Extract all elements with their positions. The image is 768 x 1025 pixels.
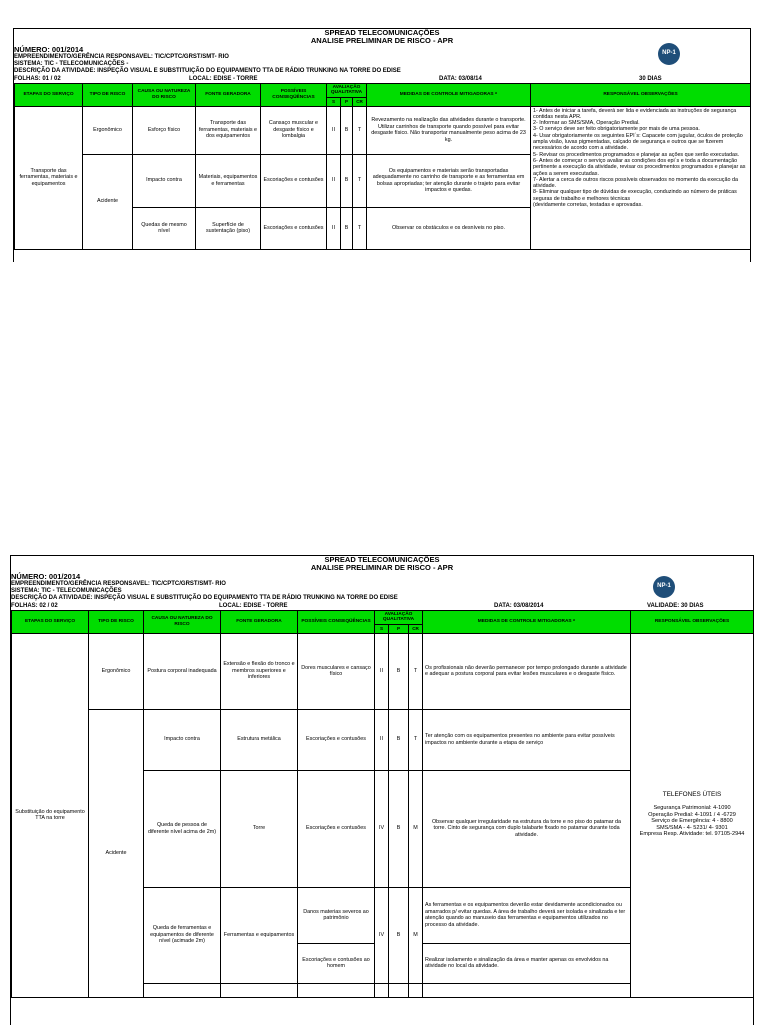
observacao-item: 5- Revisar os procedimentos programados e planejar as ações que serão executadas.: [533, 151, 740, 158]
col-p: P: [341, 98, 353, 107]
col-responsavel: RESPONSÁVEL OBSERVAÇÕES: [531, 83, 751, 106]
medidas-cell: Os profissionais não deverão permanecer por tempo prolongado durante a atividade e adequar a postura corporal para evitar lesões musculares e o desgaste físico.: [423, 633, 631, 709]
fonte-cell: Ferramentas e equipamentos: [221, 887, 298, 983]
col-avaliacao: AVALIAÇÃO QUALITATIVA: [375, 610, 423, 624]
col-etapas: ETAPAS DO SERVIÇO: [15, 83, 83, 106]
observacoes-cell: [531, 106, 751, 249]
sheet2-doc-title: ANALISE PRELIMINAR DE RISCO - APR: [310, 563, 454, 572]
causa-cell: Impacto contra: [144, 709, 221, 770]
medidas-cell: Revezamento na realização das atividades durante o transporte. Utilizar carrinhos de transporte quando possível para evitar desgaste físico. Não transportar manualmente peso acima de 23 kg.: [367, 106, 531, 154]
observacao-item: 3- O serviço deve ser feito obrigatoriamente por mais de uma pessoa.: [533, 126, 700, 133]
sheet1-header: [14, 29, 750, 83]
col-cr: CR: [353, 98, 367, 107]
p-cell: B: [341, 106, 353, 154]
sheet1-empreendimento: EMPREENDIMENTO/GERÊNCIA RESPONSAVEL: TIC/CPTC/GRST/SMT- RIO: [14, 54, 229, 60]
sheet1-descricao: DESCRIÇÃO DA ATIVIDADE: INSPEÇÃO VISUAL E SUBSTITUIÇÃO DO EQUIPAMENTO TTA DE RÁDIO TRUNKING NA TORRE DO EDISE: [14, 68, 401, 75]
causa-cell: Impacto contra: [133, 154, 196, 207]
consequencias-cell: Escoriações e contusões: [298, 709, 375, 770]
table-row: [15, 106, 751, 154]
sheet2-header: [11, 556, 753, 610]
cr-cell: M: [409, 887, 423, 983]
col-consequencias: POSSÍVEIS CONSEQÜÊNCIAS: [298, 610, 375, 633]
cr-cell: T: [409, 633, 423, 709]
np1-logo-icon: NP-1: [658, 43, 680, 65]
sheet2-company: SPREAD TELECOMUNICAÇÕES: [324, 555, 440, 564]
observacao-item: 7- Alertar a cerca de outros riscos possíveis observados no momento da execução da atividade.: [533, 176, 738, 190]
col-p: P: [389, 625, 409, 634]
telefone-item: Segurança Patrimonial: 4-1090: [653, 804, 731, 811]
fonte-cell: Torre: [221, 770, 298, 887]
cr-cell: T: [353, 154, 367, 207]
col-medidas: MEDIDAS DE CONTROLE MITIGADORAS ⁸: [423, 610, 631, 633]
sheet1-company: SPREAD TELECOMUNICAÇÕES: [324, 28, 440, 37]
etapa-cell: Substituição do equipamento TTA na torre: [12, 633, 89, 997]
s-cell: II: [327, 207, 341, 249]
table-row: [12, 633, 754, 709]
medidas-cell: Observar os obstáculos e os desníveis no piso.: [367, 207, 531, 249]
medidas-cell: Realizar isolamento e sinalização da área e manter apenas os envolvidos na atividade no local da atividade.: [423, 943, 631, 983]
fonte-cell: Materiais, equipamentos e ferramentas: [196, 154, 261, 207]
consequencias-cell: Dores musculares e cansaço físico: [298, 633, 375, 709]
col-avaliacao: AVALIAÇÃO QUALITATIVA: [327, 83, 367, 97]
sheet1-folhas: FOLHAS: 01 / 02: [14, 75, 61, 82]
tipo-cell: Acidente: [83, 154, 133, 249]
p-cell: B: [341, 154, 353, 207]
telefones-box: [633, 792, 751, 838]
observacao-item: 4- Usar obrigatoriamente os seguintes EPI´s: Capacete com jugular, óculos de proteção ampla visão, luvas pigmentadas, calçado de segurança e outros que se fizerem necessários de acordo com a atividade.: [533, 132, 743, 152]
causa-cell: Queda de ferramentas e equipamentos de diferente nível (acimade 2m): [144, 887, 221, 983]
medidas-cell: Ter atenção com os equipamentos presentes no ambiente para evitar possíveis impactos no ambiente durante a etapa de serviço: [423, 709, 631, 770]
col-s: S: [375, 625, 389, 634]
telefone-item: Serviço de Emergência: 4 - 8800: [651, 818, 733, 825]
sheet2-empreendimento: EMPREENDIMENTO/GERÊNCIA RESPONSAVEL: TIC/CPTC/GRST/SMT- RIO: [11, 581, 226, 587]
causa-cell: Postura corporal inadequada: [144, 633, 221, 709]
p-cell: B: [341, 207, 353, 249]
sheet1-validade: 30 DIAS: [639, 75, 662, 82]
sheet1-data: DATA: 03/08/14: [439, 75, 482, 82]
consequencias-cell: Escoriações e contusões: [298, 770, 375, 887]
sheet1-numero: NÚMERO: 001/2014: [14, 45, 84, 54]
sheet2-folhas: FOLHAS: 02 / 02: [11, 602, 58, 609]
sheet2-local: LOCAL: EDISE - TORRE: [219, 602, 288, 609]
p-cell: B: [389, 770, 409, 887]
medidas-cell: Observar qualquer irregularidade na estrutura da torre e no piso do patamar da torre. Cinto de segurança com duplo talabarte fixado no patamar durante toda atividade.: [423, 770, 631, 887]
tipo-cell: Ergonômico: [83, 106, 133, 154]
sheet1-local: LOCAL: EDISE - TORRE: [189, 75, 258, 82]
observacoes-list: [533, 108, 748, 209]
p-cell: B: [389, 709, 409, 770]
medidas-cell: As ferramentas e os equipamentos deverão estar devidamente acondicionados ou amarrados p/ evitar quedas. A área de trabalho deverá ser isolada e sinalizada e ter atenção quando ao manuseio das ferramentas e equipamentos utilizados no processo da atividade.: [423, 887, 631, 943]
sheet1-risk-table: [14, 83, 751, 250]
col-medidas: MEDIDAS DE CONTROLE MITIGADORAS ⁸: [367, 83, 531, 106]
sheet1-doc-title: ANALISE PRELIMINAR DE RISCO - APR: [310, 36, 454, 45]
cr-cell: M: [409, 770, 423, 887]
sheet2-descricao: DESCRIÇÃO DA ATIVIDADE: INSPEÇÃO VISUAL E SUBSTITUIÇÃO DO EQUIPAMENTO TTA DE RÁDIO TRUNKING NA TORRE DO EDISE: [11, 595, 398, 602]
tipo-cell: Acidente: [89, 709, 144, 997]
telefones-cell: [631, 633, 754, 997]
col-s: S: [327, 98, 341, 107]
sheet1-sistema: SISTEMA: TIC - TELECOMUNICAÇÕES -: [14, 61, 129, 68]
np1-logo-icon: NP-1: [653, 576, 675, 598]
causa-cell: Esforço físico: [133, 106, 196, 154]
cr-cell: T: [353, 207, 367, 249]
consequencias-cell: Cansaço muscular e desgaste físico e lombalgia: [261, 106, 327, 154]
s-cell: II: [375, 633, 389, 709]
consequencias-cell: Escoriações e contusões ao homem: [298, 943, 375, 983]
col-responsavel: RESPONSÁVEL OBSERVAÇÕES: [631, 610, 754, 633]
s-cell: IV: [375, 887, 389, 983]
apr-sheet-1: [13, 28, 751, 262]
sheet2-data: DATA: 03/08/2014: [494, 602, 544, 609]
telefones-list: [633, 805, 751, 838]
cr-cell: T: [409, 709, 423, 770]
col-fonte: FONTE GERADORA: [221, 610, 298, 633]
col-cr: CR: [409, 625, 423, 634]
p-cell: B: [389, 633, 409, 709]
s-cell: II: [327, 106, 341, 154]
col-causa: CAUSA OU NATUREZA DO RISCO: [144, 610, 221, 633]
col-etapas: ETAPAS DO SERVIÇO: [12, 610, 89, 633]
s-cell: II: [327, 154, 341, 207]
sheet2-validade: VALIDADE: 30 DIAS: [647, 602, 704, 609]
fonte-cell: Extensão e flexão do tronco e membros superiores e inferiores: [221, 633, 298, 709]
telefone-item: Empresa Resp. Atividade: tel. 97105-2944: [639, 831, 745, 838]
observacao-item: 1- Antes de iniciar a tarefa, deverá ser lida e evidenciada as instruções de segurança contidas nesta APR.: [533, 107, 737, 120]
col-consequencias: POSSÍVEIS CONSEQÜÊNCIAS: [261, 83, 327, 106]
observacao-item: 8- Eliminar qualquer tipo de dúvidas de execução, conduzindo ao número de práticas seguras de trabalho e melhores técnicas: [533, 189, 737, 202]
observacao-item: 2- Informar ao SMS/SMA, Operação Predial.: [533, 120, 640, 127]
causa-cell: Queda de pessoa de diferente nível acima de 2m): [144, 770, 221, 887]
col-tipo: TIPO DE RISCO: [83, 83, 133, 106]
observacao-item: (devidamente corretas, testadas e aprovadas.: [533, 202, 643, 209]
fonte-cell: Superfície de sustentação (piso): [196, 207, 261, 249]
s-cell: II: [375, 709, 389, 770]
apr-sheet-2: [10, 555, 754, 1025]
causa-cell: Quedas de mesmo nível: [133, 207, 196, 249]
p-cell: B: [389, 887, 409, 983]
fonte-cell: Transporte das ferramentas, materiais e dos equipamentos: [196, 106, 261, 154]
etapa-cell: Transporte das ferramentas, materiais e equipamentos: [15, 106, 83, 249]
col-tipo: TIPO DE RISCO: [89, 610, 144, 633]
medidas-cell: Os equipamentos e materiais serão transportadas adequadamente no carrinho de transporte e as ferramentas em bolsas apropriadas; ter atenção durante o trajeto para evitar impactos e quedas.: [367, 154, 531, 207]
sheet2-sistema: SISTEMA: TIC - TELECOMUNICAÇÕES: [11, 588, 122, 595]
observacao-item: 6- Antes de começar o serviço avaliar as condições dos epi´s e toda a documentação pertinente a execução da atividade, revisar os procedimentos programados e planejar as ações a serem executadas.: [533, 157, 746, 177]
sheet2-risk-table: [11, 610, 754, 998]
tipo-cell: Ergonômico: [89, 633, 144, 709]
consequencias-cell: Danos materias severos ao patrimônio: [298, 887, 375, 943]
cr-cell: T: [353, 106, 367, 154]
telefone-item: Operação Predial: 4-1091 / 4 -6729: [648, 811, 736, 818]
s-cell: IV: [375, 770, 389, 887]
consequencias-cell: Escoriações e contusões: [261, 154, 327, 207]
sheet2-numero: NÚMERO: 001/2014: [11, 572, 81, 581]
telefone-item: SMS/SMA - 4- 5231/ 4- 9301: [656, 824, 728, 831]
fonte-cell: Estrutura metálica: [221, 709, 298, 770]
telefones-title: TELEFONES ÚTEIS: [662, 791, 722, 799]
col-causa: CAUSA OU NATUREZA DO RISCO: [133, 83, 196, 106]
consequencias-cell: Escoriações e contusões: [261, 207, 327, 249]
col-fonte: FONTE GERADORA: [196, 83, 261, 106]
